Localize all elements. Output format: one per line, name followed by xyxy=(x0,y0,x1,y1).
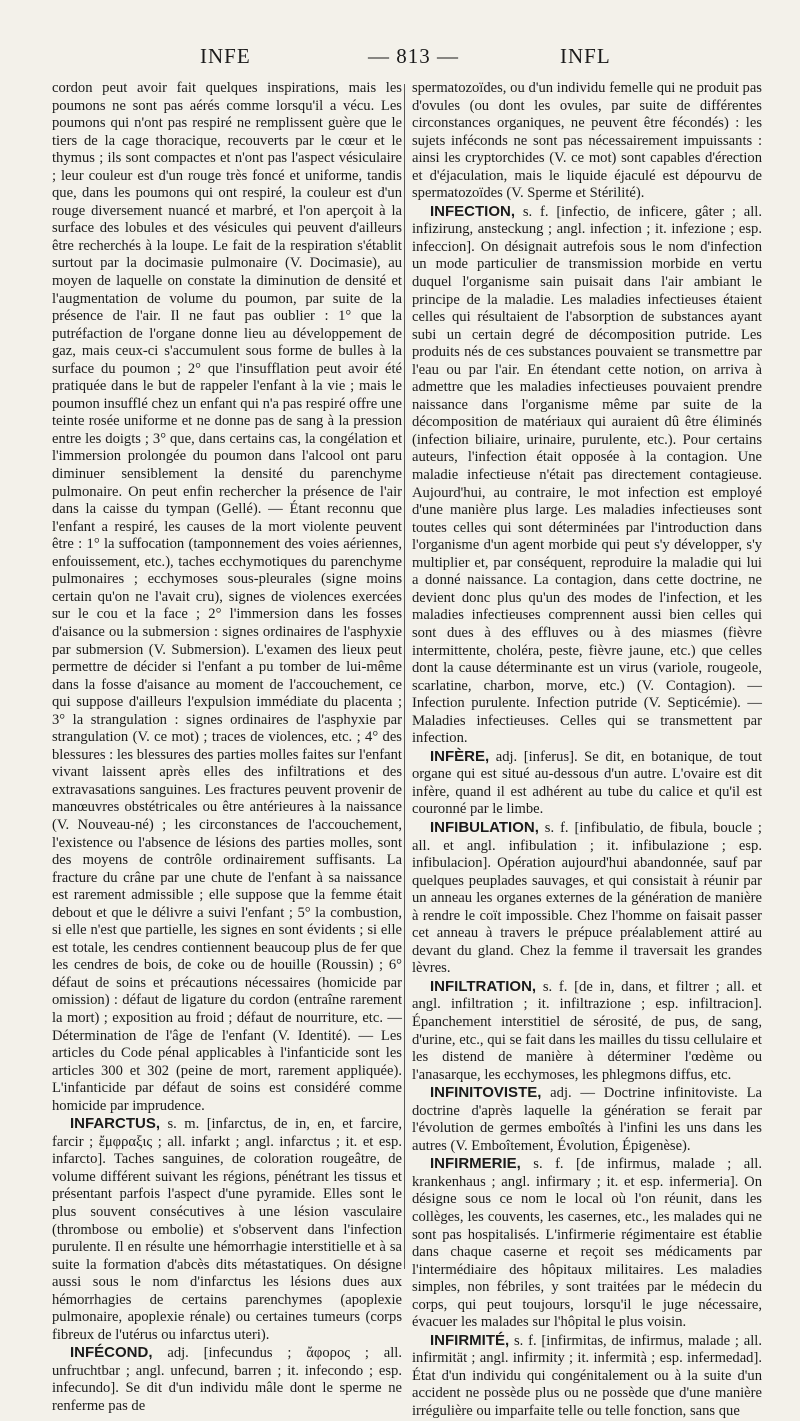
entry-text: s. m. [infarctus, de in, en, et farcire, farcir ; ἔμφραξις ; all. infarkt ; angl. infarctus ; it. et esp. infarcto]. Taches sanguines, de coloration rougeâtre, de volume différent suivant les régions, pénétrant les tissus et présentant parfois l'aspect d'une pyramide. Elles sont le plus souvent consécutives à une lésion vasculaire (thrombose ou embolie) et s'observent dans l'infection purulente. Il en résulte une hémorrhagie interstitielle et à sa suite la formation d'abcès dits métastatiques. On désigne aussi sous le nom d'infarctus les lésions dues aux hémorrhagies de certains parenchymes (apoplexie pulmonaire, apoplexie rénale) ou certaines tumeurs (corps fibreux de l'utérus ou infarctus uteri). xyxy=(52,1116,402,1343)
entry-text: s. f. [de in, dans, et filtrer ; all. et angl. infiltration ; it. infiltrazione ; esp. infiltracion]. Épanchement interstitiel de sérosité, de pus, de sang, d'urine, etc., qui se fait dans les mailles du tissu cellulaire et les distend de manière à déterminer l'œdème ou l'anasarque, les ecchymoses, les phlegmons diffus, etc. xyxy=(412,978,762,1083)
dictionary-entry xyxy=(412,1084,762,1155)
entry-headword: INFÈRE, xyxy=(430,747,490,765)
dictionary-entry xyxy=(412,203,762,748)
continued-paragraph xyxy=(412,80,762,203)
entry-headword: INFÉCOND, xyxy=(70,1344,153,1362)
entry-headword: INFIRMERIE, xyxy=(430,1155,521,1173)
entry-text: s. f. [infirmitas, de infirmus, malade ; all. infirmität ; angl. infirmity ; it. infermità ; esp. infermedad]. État d'un individu qui congénitalement ou à la suite d'un accident ne possède plus ou ne possède que d'une manière irrégulière ou imparfaite telle ou telle fonction, sans que xyxy=(412,1332,762,1420)
page-header xyxy=(0,44,800,72)
entry-text: adj. [inferus]. Se dit, en botanique, de tout organe qui est situé au-dessous d'un autre. L'ovaire est dit infère, quand il est adhérent au tube du calice et qu'il est couronné par le limbe. xyxy=(412,748,762,818)
entry-headword: INFIBULATION, xyxy=(430,818,539,836)
entry-text: adj. [infecundus ; ἄφορος ; all. unfruchtbar ; angl. unfecund, barren ; it. infecondo ; esp. infecundo]. Se dit d'un individu mâle dont le sperme ne renferme pas de xyxy=(52,1345,402,1415)
page-number: — 813 — xyxy=(368,44,459,68)
entry-text: cordon peut avoir fait quelques inspirations, mais les poumons ne sont pas aérés comme lorsqu'il a vécu. Les poumons qui n'ont pas respiré ne remplissent guère que le tiers de la cage thoracique, recouverts par le cœur et le thymus ; ils sont compactes et n'ont pas l'aspect vésiculaire ; leur couleur est d'un rouge très foncé et uniforme, tandis que, dans les poumons qui ont respiré, la couleur est d'un rouge diversement nuancé et marbré, et l'on aperçoit à la surface des lobules et des vésicules qui peuvent d'ailleurs être recherchés à la loupe. Le fait de la respiration s'établit surtout par la docimasie pulmonaire (V. Docimasie), au moyen de laquelle on constate la diminution de densité et l'augmentation de volume du poumon, par suite de la présence de l'air. Il ne faut pas oublier : 1° que la putréfaction de l'organe donne lieu au développement de gaz, mais ceux-ci s'accumulent sous forme de bulles à la surface du poumon ; 2° que l'insufflation peut avoir été pratiquée dans le but de rappeler l'enfant à la vie ; mais le poumon insufflé chez un enfant qui n'a pas respiré offre une teinte rosée uniforme et ne donne pas de sang à la pression entre les doigts ; 3° que, dans certains cas, la congélation et l'immersion prolongée du poumon dans l'alcool ont paru diminuer sensiblement la densité du parenchyme pulmonaire. On peut enfin rechercher la présence de l'air dans la caisse du tympan (Gellé). — Étant reconnu que l'enfant a respiré, les causes de la mort violente peuvent être : 1° la suffocation (tamponnement des voies aériennes, enfouissement, etc.), taches ecchymotiques du parenchyme pulmonaires ; ecchymoses sous-pleurales (signe moins certain qu'on ne l'avait cru), signes de violences exercées sur le cou et la face ; 2° l'immersion dans les fosses d'aisance ou la submersion : signes ordinaires de l'asphyxie par submersion (V. Submersion). L'examen des lieux peut permettre de décider si l'enfant a pu tomber de lui-même dans la fosse d'aisance au moment de l'accouchement, ce qui suppose d'ailleurs l'expulsion immédiate du placenta ; 3° la strangulation : signes ordinaires de l'asphyxie par strangulation (V. ce mot) ; traces de violences, etc. ; 4° des blessures : les blessures des parties molles faites sur l'enfant vivant laissent après elles des infiltrations et des extravasations sanguines. Les fractures peuvent provenir de manœuvres obstétricales ou être antérieures à la naissance (V. Nouveau-né) ; les circonstances de l'accouchement, l'existence ou l'absence de lésions des parties molles, sont des moyens de contrôle ordinairement suffisants. La fracture du crâne par une chute de l'enfant à sa naissance est rarement admissible ; elle suppose que la femme était debout et que le délivre a suivi l'enfant ; 5° la combustion, si elle n'est que partielle, les signes en sont évidents ; si elle est totale, les cendres contiennent beaucoup plus de fer que les cendres de bois, de coke ou de houille (Roussin) ; 6° défaut de soins et précautions nécessaires (homicide par omission) : défaut de ligature du cordon (entraîne rarement la mort) ; exposition au froid ; défaut de nourriture, etc. — Détermination de l'âge de l'enfant (V. Identité). — Les articles du Code pénal applicables à l'infanticide sont les articles 300 et 302 (peine de mort, rarement appliquée). L'infanticide par défaut de soins est considéré comme homicide par imprudence. xyxy=(52,80,402,1114)
entry-text: adj. — Doctrine infinitoviste. La doctrine d'après laquelle la génération se ferait par l'évolution de germes emboîtés à l'infini les uns dans les autres (V. Emboîtement, Évolution, Épigenèse). xyxy=(412,1085,762,1154)
entry-text: s. f. [infibulatio, de fibula, boucle ; all. et angl. infibulation ; it. infibulazione ; esp. infibulacion]. Opération aujourd'hui abandonnée, sauf par quelques peuplades sauvages, et qui consistait à réunir par un anneau les organes externes de la génération de manière à rendre le coït impossible. Chez l'homme on faisait passer cet anneau à travers le prépuce préalablement attiré au devant du gland. Chez la femme il traversait les grandes lèvres. xyxy=(412,819,762,977)
dictionary-entry xyxy=(412,819,762,978)
dictionary-entry xyxy=(52,1344,402,1415)
left-column xyxy=(52,80,402,1415)
entry-text: spermatozoïdes, ou d'un individu femelle qui ne produit pas d'ovules (ou dont les ovules, par suite de différentes circonstances organiques, ne peuvent être fécondés) : les sujets inféconds ne sont pas nécessairement impuissants : ainsi les cryptorchides (V. ce mot) sont capables d'érection et d'éjaculation, mais le liquide éjaculé est dépourvu de spermatozoïdes (V. Sperme et Stérilité). xyxy=(412,80,762,202)
dictionary-entry xyxy=(412,1155,762,1331)
entry-text: s. f. [de infirmus, malade ; all. krankenhaus ; angl. infirmary ; it. et esp. infermeria]. On désigne sous ce nom le local où l'on réunit, dans les collèges, les couvents, les casernes, etc., les malades qui ne sont pas hospitalisés. L'infirmerie régimentaire est établie dans chaque caserne et reçoit ses médicaments par l'intermédiaire des hôpitaux militaires. Les maladies simples, non fébriles, y sont traitées par le médecin du corps, qui peut toujours, lorsqu'il le juge nécessaire, évacuer les malades sur l'hôpital le plus voisin. xyxy=(412,1156,762,1331)
entry-headword: INFIRMITÉ, xyxy=(430,1331,510,1349)
column-divider xyxy=(404,84,405,1269)
entry-text: s. f. [infectio, de inficere, gâter ; all. infizirung, ansteckung ; angl. infection ; it. infezione ; esp. infeccion]. On désignait autrefois sous le nom d'infection un mode particulier de transmission morbide en vertu duquel l'organisme sain puisait dans l'air ambiant le principe de la maladie. Les maladies infectieuses étaient celles qui résultaient de l'absorption de substances ayant subi un certain degré de décomposition putride. Les produits nés de ces substances pouvaient se transmettre par l'eau ou par l'air. En étendant cette notion, on arriva à admettre que les maladies infectieuses pouvaient prendre naissance dans l'organisme même par suite de la décomposition de matériaux qui auraient dû être éliminés (infection biliaire, urinaire, purulente, etc.). Pour certains auteurs, l'infection était opposée à la contagion. Une maladie infectieuse n'était pas directement contagieuse. Aujourd'hui, au contraire, le mot infection est employé d'une manière plus large. Les maladies infectieuses sont toutes celles qui sont déterminées par l'introduction dans l'organisme d'un agent morbide qui peut s'y développer, s'y multiplier et, par conséquent, reproduire la maladie qui lui a donné naissance. La contagion, dans cette doctrine, ne devient donc plus qu'un des modes de l'infection, et les maladies infectieuses comprennent aussi bien celles qui sont dues à des effluves ou à des miasmes (fièvre intermittente, choléra, peste, fièvre jaune, etc.) que celles dont la cause déterminante est un virus (variole, rougeole, scarlatine, charbon, morve, etc.) (V. Contagion). — Infection purulente. Infection putride (V. Septicémie). — Maladies infectieuses. Celles qui se transmettent par infection. xyxy=(412,203,762,747)
dictionary-entry xyxy=(412,978,762,1084)
entry-headword: INFARCTUS, xyxy=(70,1115,160,1133)
running-head-left: INFE xyxy=(200,44,251,68)
running-head-right: INFL xyxy=(560,44,611,68)
dictionary-entry xyxy=(412,1332,762,1421)
entry-headword: INFILTRATION, xyxy=(430,977,537,995)
dictionary-entry xyxy=(52,1115,402,1344)
right-column xyxy=(412,80,762,1420)
continued-paragraph xyxy=(52,80,402,1115)
entry-headword: INFINITOVISTE, xyxy=(430,1084,542,1102)
entry-headword: INFECTION, xyxy=(430,202,515,220)
dictionary-entry xyxy=(412,748,762,819)
